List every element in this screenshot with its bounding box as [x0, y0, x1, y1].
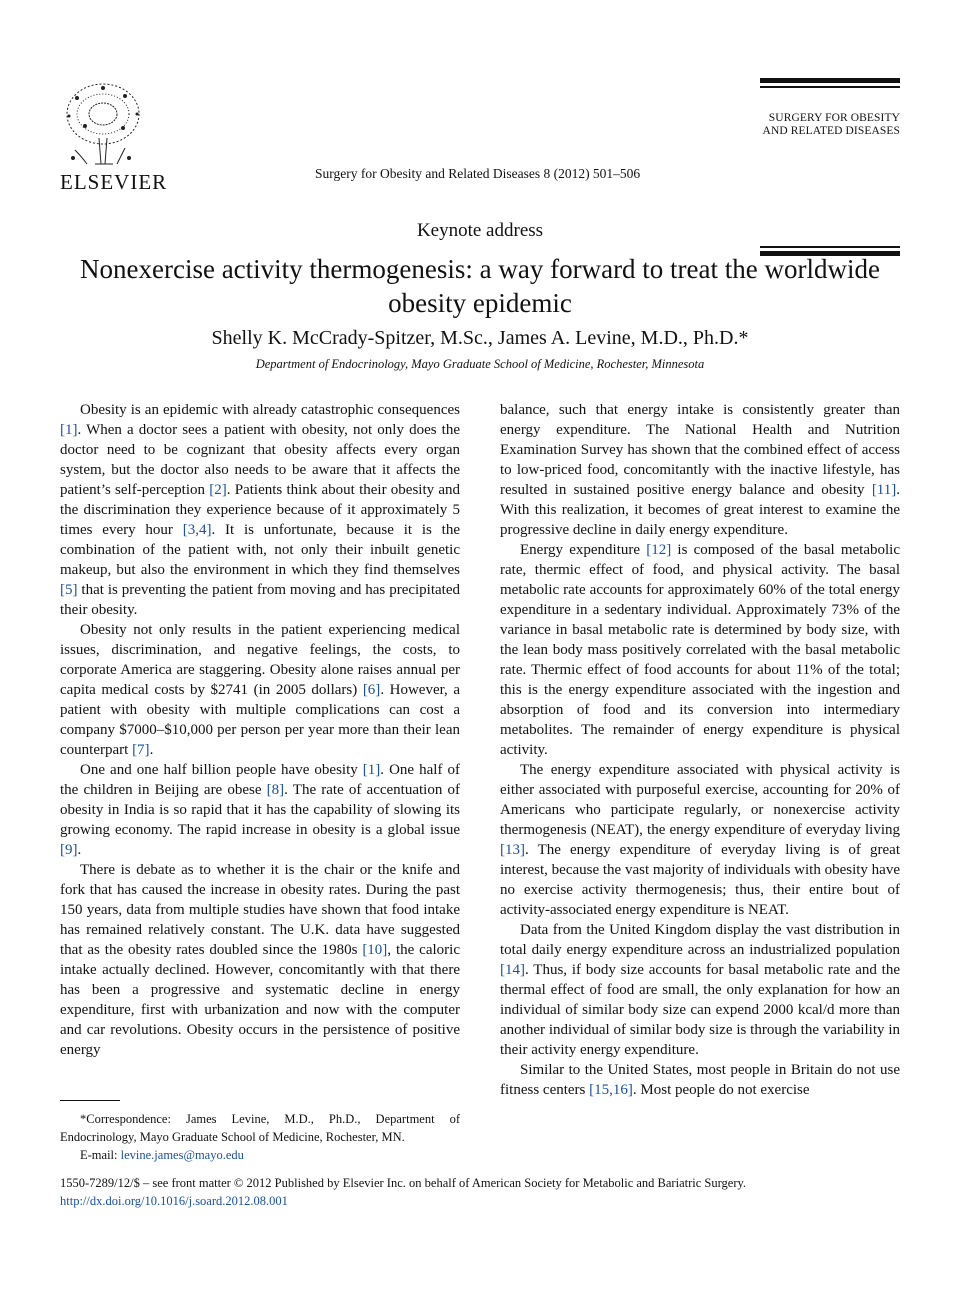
text-run: . The rate of accentuation of obesity in India is so rapid that it has the capability of slowing its growing economy. The rapid increase in obesity is a global issue	[60, 782, 460, 838]
paragraph	[60, 400, 460, 620]
paragraph	[500, 920, 900, 1060]
citation-link[interactable]: [8]	[266, 782, 285, 798]
citation-link[interactable]: [1]	[60, 422, 78, 438]
text-run: . Most people do not exercise	[632, 1082, 810, 1098]
text-run: . One half of the children in Beijing are obese	[60, 762, 460, 798]
article-title: Nonexercise activity thermogenesis: a way forward to treat the worldwide obesity epidemic	[80, 254, 880, 318]
correspondence-footnote	[60, 1110, 460, 1164]
journal-brand	[760, 78, 900, 138]
bottom-rule-thin	[760, 246, 900, 248]
citation-link[interactable]: [11]	[871, 482, 897, 498]
text-run: Obesity not only results in the patient experiencing medical issues, discrimination, and negative feelings, the costs, to corporate America are staggering. Obesity alone raises annual per capita medical costs by $2741 (in 2005 dollars)	[60, 622, 460, 698]
footnote-divider	[60, 1100, 120, 1101]
paragraph	[60, 860, 460, 1060]
copyright-block	[60, 1174, 746, 1210]
paragraph	[500, 1060, 900, 1100]
citation-link[interactable]: [3,4]	[182, 522, 212, 538]
journal-name-line2: AND RELATED DISEASES	[762, 125, 900, 137]
text-run: . Patients think about their obesity and the discrimination they experience because of it approximately 5 times every hour	[60, 482, 461, 538]
text-run: . With this realization, it becomes of great interest to examine the progressive decline in daily energy expenditure.	[500, 482, 900, 538]
email-line	[60, 1146, 460, 1164]
citation-link[interactable]: [5]	[60, 582, 78, 598]
citation-link[interactable]: [9]	[60, 842, 78, 858]
issn-copyright-line: 1550-7289/12/$ – see front matter © 2012 Published by Elsevier Inc. on behalf of American Society for Metabolic and Bariatric Surgery.	[60, 1176, 747, 1190]
citation-link[interactable]: [6]	[362, 682, 381, 698]
citation-link[interactable]: [15,16]	[589, 1082, 633, 1098]
citation-link[interactable]: [2]	[209, 482, 227, 498]
text-run: There is debate as to whether it is the chair or the knife and fork that has caused the increase in obesity rates. During the past 150 years, data from multiple studies have shown that food intake has remained relatively constant. The U.K. data have suggested that as the obesity rates doubled since the 1980s	[60, 862, 460, 958]
citation-link[interactable]: [14]	[500, 962, 525, 978]
journal-name	[760, 112, 900, 138]
body-column-left	[60, 400, 460, 1060]
paragraph	[60, 760, 460, 860]
journal-name-line1: SURGERY FOR OBESITY	[768, 112, 900, 124]
publisher-name: ELSEVIER	[60, 170, 168, 194]
text-run: is composed of the basal metabolic rate, thermic effect of food, and physical activity. The basal metabolic rate accounts for approximately 60% of the total energy expenditure in a sedentary individual. Approximately 73% of the variance in basal metabolic rate is determined by body size, with the lean body mass positively correlated with the basal metabolic rate. Thermic effect of food accounts for about 11% of the total; this is the energy expenditure associated with the ingestion and absorption of food and its conversion into intermediary metabolites. The remainder of energy expenditure is physical activity.	[500, 542, 900, 758]
paragraph	[500, 400, 900, 540]
citation-link[interactable]: [1]	[362, 762, 381, 778]
section-label: Keynote address	[416, 220, 544, 241]
citation-link[interactable]: [7]	[132, 742, 150, 758]
text-run: . Thus, if body size accounts for basal metabolic rate and the thermal effect of food are small, the only explanation for how an individual of similar body size can expend 2000 kcal/d more than another individual of similar body size is through the variability in their activity energy expenditure.	[500, 962, 900, 1058]
citation-link[interactable]: [13]	[500, 842, 525, 858]
text-run: Obesity is an epidemic with already catastrophic consequences	[80, 402, 460, 418]
text-run: , the caloric intake actually declined. However, concomitantly with that there has been a progressive and systematic decline in energy expenditure, first with urbanization and now with the computer and car revolutions. Obesity occurs in the persistence of positive energy	[60, 942, 460, 1058]
email-label: E-mail:	[80, 1148, 118, 1162]
author-affiliation: Department of Endocrinology, Mayo Graduate School of Medicine, Rochester, Minnesota	[255, 357, 705, 371]
text-run: . It is unfortunate, because it is the combination of the patient with, not only their inbuilt genetic makeup, but also the environment in which they find themselves	[60, 522, 460, 578]
text-run: . The energy expenditure of everyday living is of great interest, because the vast majority of individuals with obesity have no exercise activity thermogenesis; thus, their entire bout of activity-associated energy expenditure is NEAT.	[500, 842, 900, 918]
citation-link[interactable]: [12]	[646, 542, 672, 558]
email-link[interactable]: levine.james@mayo.edu	[120, 1148, 244, 1162]
text-run: One and one half billion people have obesity	[80, 762, 363, 778]
text-run: . However, a patient with obesity with multiple complications can cost a company $7000–$10,000 per person per year more than their lean counterpart	[60, 682, 460, 758]
paragraph	[500, 760, 900, 920]
citation-link[interactable]: [10]	[362, 942, 388, 958]
text-run: Data from the United Kingdom display the vast distribution in total daily energy expenditure across an industrialized population	[500, 922, 900, 958]
text-run: Similar to the United States, most people in Britain do not use fitness centers	[500, 1062, 900, 1098]
paragraph	[500, 540, 900, 760]
text-run: that is preventing the patient from moving and has precipitated their obesity.	[60, 582, 460, 618]
text-run: The energy expenditure associated with physical activity is either associated with purposeful exercise, accounting for 20% of Americans who participate regularly, or nonexercise activity thermogenesis (NEAT), the energy expenditure of everyday living	[500, 762, 900, 838]
text-run: balance, such that energy intake is consistently greater than energy expenditure. The National Health and Nutrition Examination Survey has shown that the combined effect of access to low-priced food, concomitantly with the inactive lifestyle, has resulted in sustained positive energy balance and obesity	[500, 402, 900, 498]
journal-citation: Surgery for Obesity and Related Diseases 8 (2012) 501–506	[315, 166, 641, 181]
text-run: .	[149, 742, 154, 758]
top-rule-thin	[760, 86, 900, 88]
text-run: .	[77, 842, 82, 858]
text-run: . When a doctor sees a patient with obesity, not only does the doctor need to be cognizant that obesity affects every organ system, but the doctor also needs to be aware that it affects the patient’s self-perception	[60, 422, 460, 498]
article-authors: Shelly K. McCrady-Spitzer, M.Sc., James A. Levine, M.D., Ph.D.*	[211, 327, 749, 349]
correspondence-text: *Correspondence: James Levine, M.D., Ph.D., Department of Endocrinology, Mayo Graduate School of Medicine, Rochester, MN.	[60, 1112, 460, 1144]
doi-link[interactable]: http://dx.doi.org/10.1016/j.soard.2012.08.001	[60, 1194, 288, 1208]
body-column-right	[500, 400, 900, 1100]
top-rule-thick	[760, 78, 900, 83]
text-run: Energy expenditure	[520, 542, 647, 558]
journal-header	[0, 0, 960, 200]
paragraph	[60, 620, 460, 760]
